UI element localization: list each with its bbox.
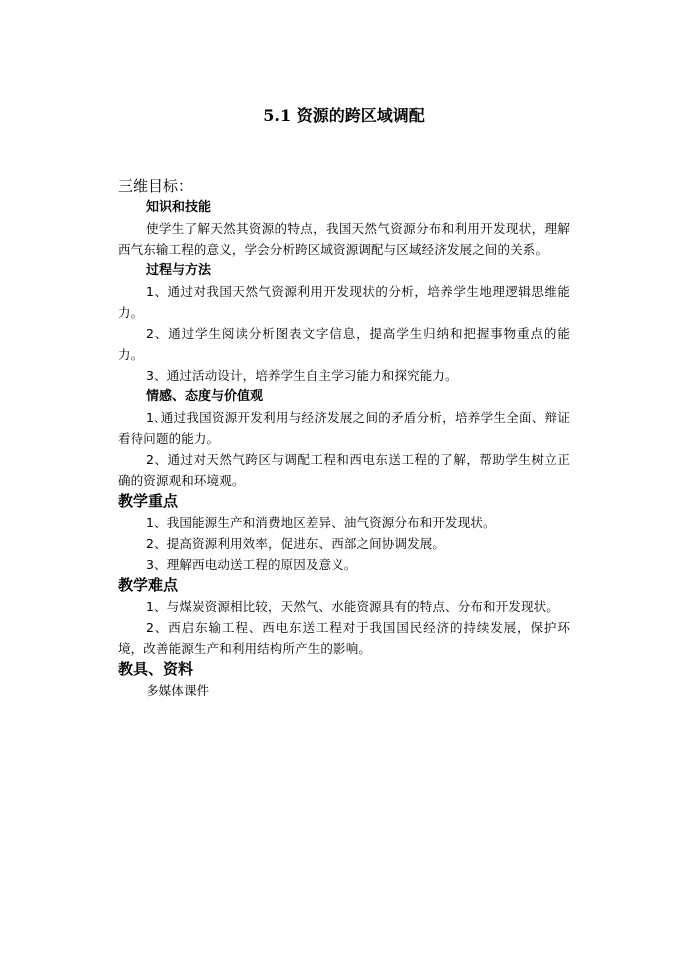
process-paragraph-3: 3、通过活动设计，培养学生自主学习能力和探究能力。 bbox=[146, 368, 458, 383]
emotion-paragraph-1: 1､通过我国资源开发利用与经济发展之间的矛盾分析，培养学生全面、辩证看待问题的能力。 bbox=[118, 410, 570, 446]
document-body bbox=[118, 176, 570, 701]
key-points-paragraph-2: 2、提高资源利用效率，促进东、西部之间协调发展。 bbox=[146, 536, 446, 551]
key-points-paragraph-1: 1、我国能源生产和消费地区差异、油气资源分布和开发现状。 bbox=[146, 515, 496, 530]
emotion-heading: 情感、态度与价值观 bbox=[146, 389, 264, 404]
page-title: 5.1 资源的跨区域调配 bbox=[263, 106, 425, 125]
process-heading: 过程与方法 bbox=[146, 263, 212, 278]
process-paragraph-2: 2、通过学生阅读分析图表文字信息，提高学生归纳和把握事物重点的能力。 bbox=[118, 326, 570, 362]
knowledge-heading: 知识和技能 bbox=[146, 200, 212, 215]
key-points-heading: 教学重点 bbox=[118, 492, 179, 510]
objectives-heading: 三维目标： bbox=[118, 177, 194, 195]
difficulties-paragraph-1: 1、与煤炭资源相比较，天然气、水能资源具有的特点、分布和开发现状。 bbox=[146, 599, 559, 614]
knowledge-paragraph-1: 使学生了解天然其资源的特点，我国天然气资源分布和利用开发现状，理解西气东输工程的意义，学会分析跨区域资源调配与区域经济发展之间的关系。 bbox=[118, 221, 570, 257]
difficulties-paragraph-2: 2、西启东输工程、西电东送工程对于我国国民经济的持续发展，保护环境，改善能源生产和利用结构所产生的影响。 bbox=[118, 620, 570, 656]
materials-heading: 教具、资料 bbox=[118, 660, 194, 678]
materials-paragraph-1: 多媒体课件 bbox=[146, 683, 210, 698]
emotion-paragraph-2: 2、通过对天然气跨区与调配工程和西电东送工程的了解，帮助学生树立正确的资源观和环境观。 bbox=[118, 452, 570, 488]
key-points-paragraph-3: 3、理解西电动送工程的原因及意义。 bbox=[146, 557, 357, 572]
process-paragraph-1: 1、通过对我国天然气资源利用开发现状的分析，培养学生地理逻辑思维能力。 bbox=[118, 284, 570, 320]
difficulties-heading: 教学难点 bbox=[118, 576, 179, 594]
